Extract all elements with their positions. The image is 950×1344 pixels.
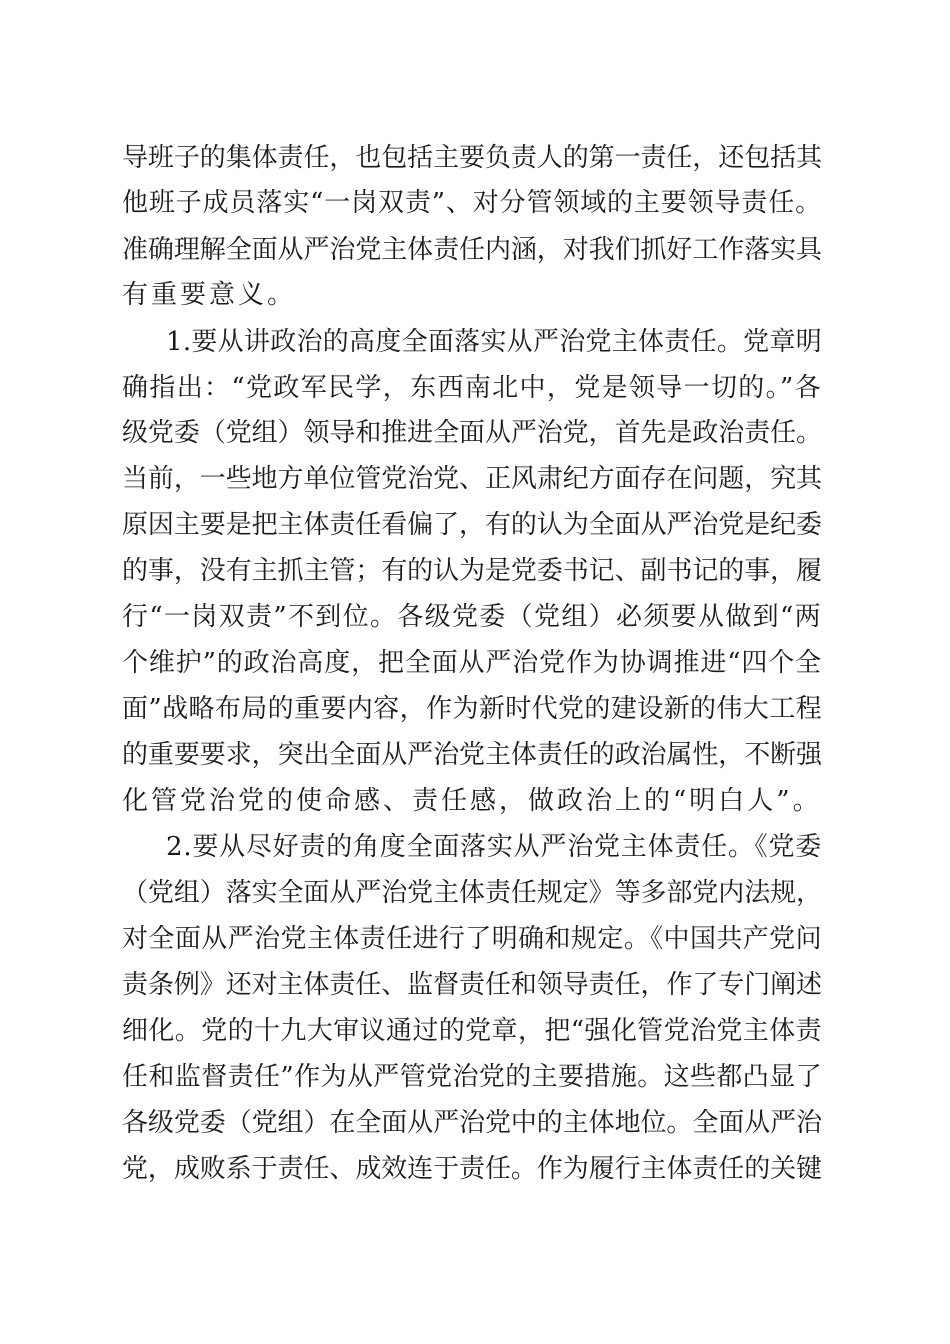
line-text: 导班子的集体责任，也包括主要负责人的第一责任，还包括其 — [122, 143, 822, 173]
paragraph-heading-1: 1.要从讲政治的高度全面落实从严治党主体责任。党章明 — [166, 327, 822, 357]
line-text: 化管党治党的使命感、责任感，做政治上的“明白人”。 — [122, 786, 822, 816]
line-text: 准确理解全面从严治党主体责任内涵，对我们抓好工作落实具 — [122, 235, 822, 265]
text-line — [0, 230, 950, 270]
text-line — [0, 965, 950, 1005]
line-text: 有重要意义。 — [122, 280, 297, 310]
text-line — [0, 322, 950, 362]
text-line — [0, 1057, 950, 1097]
line-text: 确指出：“党政军民学，东西南北中，党是领导一切的。”各 — [122, 373, 822, 403]
line-text: 党，成败系于责任、成效连于责任。作为履行主体责任的关键 — [122, 1154, 822, 1184]
text-line — [0, 689, 950, 729]
line-text: 对全面从严治党主体责任进行了明确和规定。《中国共产党问 — [122, 924, 822, 954]
text-line — [0, 551, 950, 591]
text-line — [0, 459, 950, 499]
line-text: 责条例》还对主体责任、监督责任和领导责任，作了专门阐述 — [122, 970, 822, 1000]
text-line — [0, 643, 950, 683]
text-line — [0, 505, 950, 545]
line-text: 各级党委（党组）在全面从严治党中的主体地位。全面从严治 — [122, 1108, 822, 1138]
line-text: 级党委（党组）领导和推进全面从严治党，首先是政治责任。 — [122, 418, 822, 448]
text-line — [0, 781, 950, 821]
paragraph-heading-2: 2.要从尽好责的角度全面落实从严治党主体责任。《党委 — [166, 832, 822, 862]
text-line — [0, 183, 950, 223]
text-line — [0, 873, 950, 913]
line-text: 的重要要求，突出全面从严治党主体责任的政治属性，不断强 — [122, 740, 822, 770]
text-line — [0, 735, 950, 775]
text-line — [0, 368, 950, 408]
line-text: 个维护”的政治高度，把全面从严治党作为协调推进“四个全 — [122, 648, 822, 678]
text-line — [0, 1103, 950, 1143]
text-line — [0, 1149, 950, 1189]
line-text: 他班子成员落实“一岗双责”、对分管领域的主要领导责任。 — [122, 188, 822, 218]
text-line — [0, 413, 950, 453]
text-line — [0, 1011, 950, 1051]
text-line — [0, 827, 950, 867]
line-text: 行“一岗双责”不到位。各级党委（党组）必须要从做到“两 — [122, 602, 822, 632]
text-line — [0, 597, 950, 637]
line-text: 当前，一些地方单位管党治党、正风肃纪方面存在问题，究其 — [122, 464, 822, 494]
text-line — [0, 138, 950, 178]
line-text: （党组）落实全面从严治党主体责任规定》等多部党内法规， — [122, 878, 822, 908]
line-text: 原因主要是把主体责任看偏了，有的认为全面从严治党是纪委 — [122, 510, 822, 540]
line-text: 细化。党的十九大审议通过的党章，把“强化管党治党主体责 — [122, 1016, 822, 1046]
line-text: 面”战略布局的重要内容，作为新时代党的建设新的伟大工程 — [122, 694, 822, 724]
line-text: 的事，没有主抓主管；有的认为是党委书记、副书记的事，履 — [122, 556, 822, 586]
line-text: 任和监督责任”作为从严管党治党的主要措施。这些都凸显了 — [122, 1062, 822, 1092]
text-line — [0, 919, 950, 959]
text-line — [0, 275, 950, 315]
